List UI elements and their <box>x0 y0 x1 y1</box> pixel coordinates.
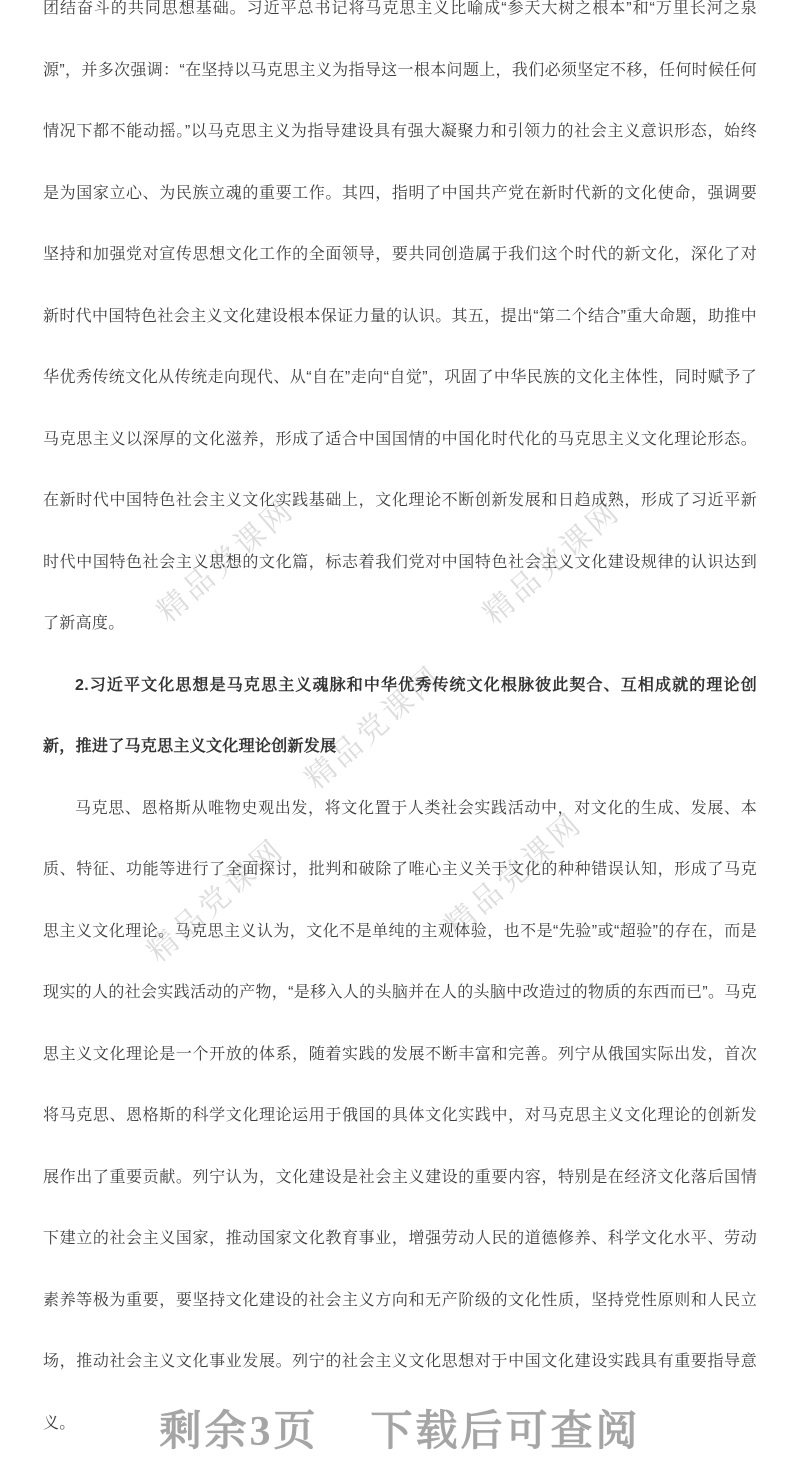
watermark-text: 精品党课网 <box>439 806 590 943</box>
body-paragraph: 团结奋斗的共同思想基础。习近平总书记将马克思主义比喻成“参天大树之根本”和“万里长河之泉源”，并多次强调：“在坚持以马克思主义为指导这一根本问题上，我们必须坚定不移，任何时候任何情况下都不能动摇。”以马克思主义为指导建设具有强大凝聚力和引领力的社会主义意识形态，始终是为国家立心、为民族立魂的重要工作。其四，指明了中国共产党在新时代新的文化使命，强调要坚持和加强党对宣传思想文化工作的全面领导，要共同创造属于我们这个时代的新文化，深化了对新时代中国特色社会主义文化建设根本保证力量的认识。其五，提出“第二个结合”重大命题，助推中华优秀传统文化从传统走向现代、从“自在”走向“自觉”，巩固了中华民族的文化主体性，同时赋予了马克思主义以深厚的文化滋养，形成了适合中国国情的中国化时代化的马克思主义文化理论形态。在新时代中国特色社会主义文化实践基础上，文化理论不断创新发展和日趋成熟，形成了习近平新时代中国特色社会主义思想的文化篇，标志着我们党对中国特色社会主义文化建设规律的认识达到了新高度。 <box>43 0 757 632</box>
download-hint-label: 下载后可查阅 <box>370 1409 641 1455</box>
document-body <box>43 0 757 1454</box>
watermark-text: 精品党课网 <box>151 492 302 629</box>
watermark-text: 精品党课网 <box>477 494 628 631</box>
body-paragraph: 马克思、恩格斯从唯物史观出发，将文化置于人类社会实践活动中，对文化的生成、发展、本质、特征、功能等进行了全面探讨，批判和破除了唯心主义关于文化的种种错误认知，形成了马克思主义文化理论。马克思主义认为，文化不是单纯的主观体验，也不是“先验”或“超验”的存在，而是现实的人的社会实践活动的产物，“是移入人的头脑并在人的头脑中改造过的物质的东西而已”。马克思主义文化理论是一个开放的体系，随着实践的发展不断丰富和完善。列宁从俄国实际出发，首次将马克思、恩格斯的科学文化理论运用于俄国的具体文化实践中，对马克思主义文化理论的创新发展作出了重要贡献。列宁认为，文化建设是社会主义建设的重要内容，特别是在经济文化落后国情下建立的社会主义国家，推动国家文化教育事业，增强劳动人民的道德修养、科学文化水平、劳动素养等极为重要，要坚持文化建设的社会主义方向和无产阶级的文化性质，坚持党性原则和人民立场，推动社会主义文化事业发展。列宁的社会主义文化思想对于中国文化建设实践具有重要指导意义。 <box>43 799 757 1432</box>
remaining-pages-label: 剩余3页 <box>159 1409 319 1455</box>
watermark-text: 精品党课网 <box>299 659 450 796</box>
section-heading: 2.习近平文化思想是马克思主义魂脉和中华优秀传统文化根脉彼此契合、互相成就的理论创新，推进了马克思主义文化理论创新发展 <box>43 676 757 755</box>
watermark-text: 精品党课网 <box>141 832 292 969</box>
remaining-pages-banner <box>0 1398 800 1458</box>
